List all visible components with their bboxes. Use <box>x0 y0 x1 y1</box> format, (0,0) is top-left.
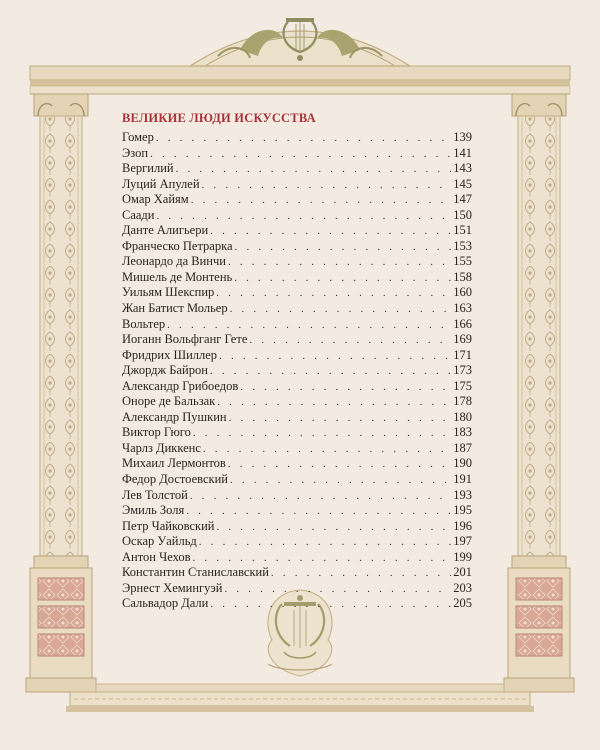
top-cornice <box>30 66 570 94</box>
toc-entry-page-number: 173 <box>453 363 472 378</box>
bottom-base <box>66 684 534 712</box>
toc-entry-title: Уильям Шекспир <box>122 285 215 300</box>
dot-leader <box>230 302 452 318</box>
toc-entry-title: Гомер <box>122 130 154 144</box>
toc-entry-page-number: 190 <box>453 456 472 471</box>
toc-entry-title: Эмиль Золя <box>122 503 185 518</box>
toc-entry-page-number: 147 <box>453 192 472 207</box>
toc-entry-page-number: 193 <box>453 487 472 502</box>
toc-entry-title: Иоганн Вольфганг Гете <box>122 332 248 347</box>
dot-leader <box>217 395 451 411</box>
table-of-contents <box>122 110 472 612</box>
toc-entry-title: Лев Толстой <box>122 487 188 502</box>
toc-entry-title: Эзоп <box>122 145 149 160</box>
toc-entry-page-number: 153 <box>453 238 472 253</box>
dot-leader <box>228 255 451 271</box>
toc-entry-page-number: 145 <box>453 176 472 191</box>
toc-entry-page-number: 155 <box>453 254 472 269</box>
toc-entry[interactable] <box>122 596 472 612</box>
toc-entry[interactable] <box>122 410 472 426</box>
toc-entry-title: Сальвадор Дали <box>122 596 209 611</box>
toc-entry-page-number: 187 <box>453 440 472 455</box>
toc-entry[interactable] <box>122 379 472 395</box>
toc-entry-page-number: 163 <box>453 301 472 316</box>
toc-entry-title: Федор Достоевский <box>122 472 228 487</box>
toc-entry-page-number: 203 <box>453 580 472 595</box>
dot-leader <box>156 131 451 147</box>
toc-entry-title: Саади <box>122 207 155 222</box>
dot-leader <box>186 504 451 520</box>
toc-entry-page-number: 169 <box>453 332 472 347</box>
dot-leader <box>193 551 452 567</box>
toc-entry-title: Виктор Гюго <box>122 425 191 440</box>
toc-entry-title: Фридрих Шиллер <box>122 347 218 362</box>
toc-entry-page-number: 197 <box>453 534 472 549</box>
toc-entry[interactable] <box>122 239 472 255</box>
toc-entry[interactable] <box>122 348 472 364</box>
toc-entry[interactable] <box>122 565 472 581</box>
toc-entry-page-number: 166 <box>453 316 472 331</box>
toc-entry[interactable] <box>122 270 472 286</box>
dot-leader <box>230 473 451 489</box>
dot-leader <box>210 597 451 613</box>
toc-entry[interactable] <box>122 177 472 193</box>
section-heading: ВЕЛИКИЕ ЛЮДИ ИСКУССТВА <box>122 111 316 125</box>
dot-leader <box>234 271 451 287</box>
toc-entry-title: Александр Пушкин <box>122 409 227 424</box>
dot-leader <box>167 318 451 334</box>
dot-leader <box>216 286 451 302</box>
toc-entry-title: Петр Чайковский <box>122 518 215 533</box>
dot-leader <box>240 380 451 396</box>
right-column <box>504 94 574 692</box>
toc-entry[interactable] <box>122 488 472 504</box>
toc-entry-page-number: 175 <box>453 378 472 393</box>
toc-entry-title: Вергилий <box>122 161 174 176</box>
toc-entry-page-number: 183 <box>453 425 472 440</box>
toc-entry-page-number: 151 <box>453 223 472 238</box>
dot-leader <box>229 411 452 427</box>
toc-entry[interactable] <box>122 130 472 146</box>
toc-entry[interactable] <box>122 301 472 317</box>
toc-entry-title: Оскар Уайльд <box>122 534 197 549</box>
dot-leader <box>228 457 451 473</box>
toc-entry[interactable] <box>122 441 472 457</box>
toc-entry[interactable] <box>122 550 472 566</box>
dot-leader <box>199 535 451 551</box>
dot-leader <box>249 333 451 349</box>
toc-entry-page-number: 180 <box>453 409 472 424</box>
toc-entry[interactable] <box>122 363 472 379</box>
toc-entry-title: Мишель де Монтень <box>122 269 233 284</box>
toc-entry-page-number: 191 <box>453 472 472 487</box>
toc-entry[interactable] <box>122 285 472 301</box>
dot-leader <box>271 566 451 582</box>
toc-entry[interactable] <box>122 161 472 177</box>
toc-entry-page-number: 195 <box>453 503 472 518</box>
toc-entry-page-number: 178 <box>453 394 472 409</box>
dot-leader <box>156 209 451 225</box>
toc-entry-page-number: 139 <box>453 130 472 144</box>
dot-leader <box>210 364 451 380</box>
toc-entry-page-number: 143 <box>453 161 472 176</box>
toc-entry-page-number: 171 <box>453 347 472 362</box>
toc-entry-page-number: 201 <box>453 565 472 580</box>
toc-entry-title: Чарлз Диккенс <box>122 440 201 455</box>
toc-entry-title: Леонардо да Винчи <box>122 254 226 269</box>
dot-leader <box>216 520 451 536</box>
dot-leader <box>224 582 451 598</box>
toc-entry[interactable] <box>122 317 472 333</box>
toc-entry-title: Константин Станиславский <box>122 565 269 580</box>
toc-entry-title: Джордж Байрон <box>122 363 208 378</box>
toc-entry-page-number: 205 <box>453 596 472 611</box>
toc-entry-title: Михаил Лермонтов <box>122 456 226 471</box>
left-column <box>26 94 96 692</box>
lyre-crest-ornament <box>190 18 410 66</box>
toc-entry[interactable] <box>122 425 472 441</box>
toc-entry-title: Омар Хайям <box>122 192 189 207</box>
dot-leader <box>190 489 451 505</box>
toc-entry-title: Жан Батист Мольер <box>122 301 228 316</box>
dot-leader <box>210 224 451 240</box>
toc-entry-title: Антон Чехов <box>122 549 191 564</box>
toc-entry[interactable] <box>122 332 472 348</box>
toc-entry[interactable] <box>122 519 472 535</box>
toc-entry[interactable] <box>122 581 472 597</box>
toc-entry[interactable] <box>122 192 472 208</box>
toc-list <box>122 130 472 612</box>
toc-entry[interactable] <box>122 534 472 550</box>
toc-entry-title: Эрнест Хемингуэй <box>122 580 223 595</box>
toc-entry-title: Луций Апулей <box>122 176 200 191</box>
dot-leader <box>202 178 452 194</box>
dot-leader <box>193 426 451 442</box>
dot-leader <box>176 162 452 178</box>
toc-entry[interactable] <box>122 394 472 410</box>
toc-entry-page-number: 160 <box>453 285 472 300</box>
toc-entry-page-number: 141 <box>453 145 472 160</box>
toc-entry-title: Франческо Петрарка <box>122 238 233 253</box>
dot-leader <box>203 442 451 458</box>
toc-entry[interactable] <box>122 208 472 224</box>
dot-leader <box>219 349 451 365</box>
toc-entry[interactable] <box>122 146 472 162</box>
toc-entry[interactable] <box>122 456 472 472</box>
dot-leader <box>150 147 451 163</box>
toc-entry-title: Александр Грибоедов <box>122 378 239 393</box>
toc-entry[interactable] <box>122 472 472 488</box>
toc-entry[interactable] <box>122 223 472 239</box>
toc-entry-page-number: 150 <box>453 207 472 222</box>
toc-entry-page-number: 158 <box>453 269 472 284</box>
toc-entry-page-number: 199 <box>453 549 472 564</box>
toc-entry[interactable] <box>122 254 472 270</box>
toc-entry-title: Данте Алигьери <box>122 223 209 238</box>
toc-entry-title: Вольтер <box>122 316 166 331</box>
dot-leader <box>191 193 452 209</box>
toc-entry-page-number: 196 <box>453 518 472 533</box>
toc-entry[interactable] <box>122 503 472 519</box>
toc-entry-title: Оноре де Бальзак <box>122 394 216 409</box>
dot-leader <box>235 240 452 256</box>
